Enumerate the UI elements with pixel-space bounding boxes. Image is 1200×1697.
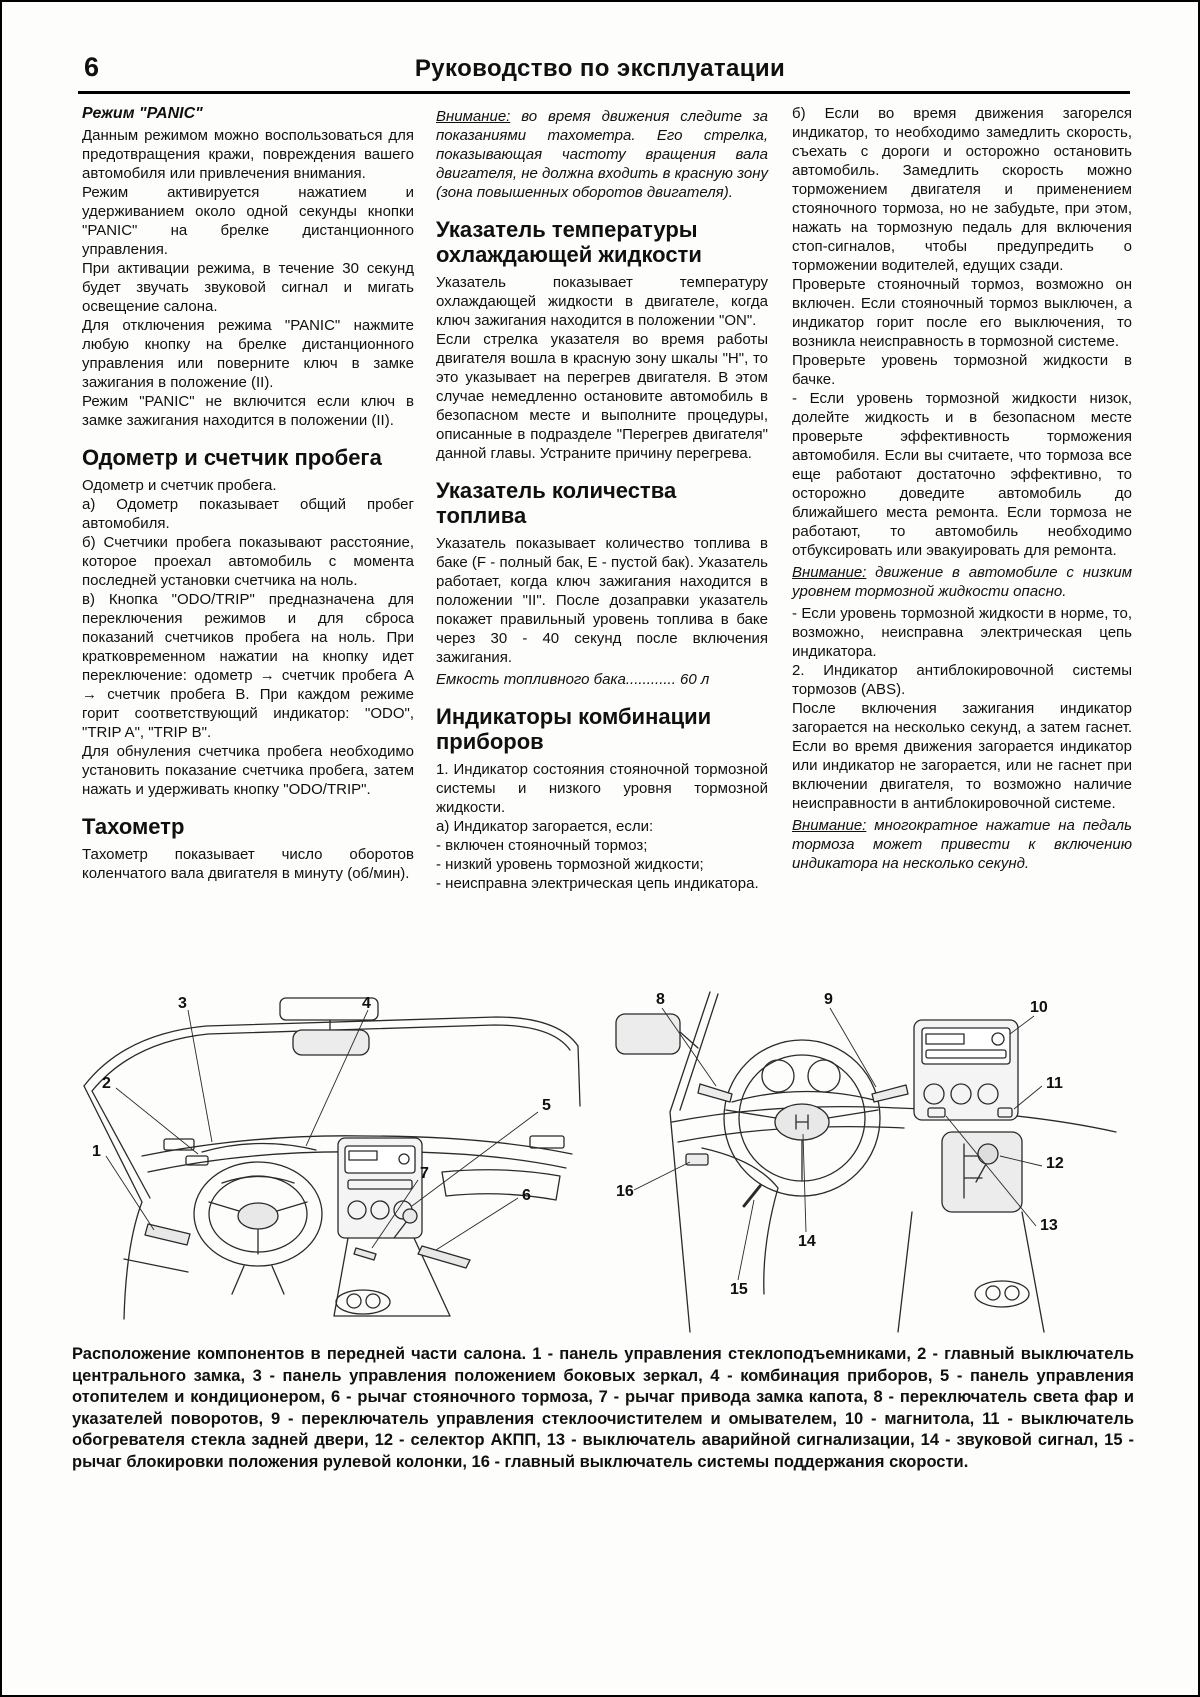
paragraph: - Если уровень тормозной жидкости низок, долейте жидкость и в безопасном месте проверьте эффективность торможения автомобиля. Если вы считаете, что тормоза все еще работают достаточно эффективно, то осторожно доведите автомобиль до ближайшего места ремонта. Если тормоза не работают, то автомобиль необходимо отбуксировать или эвакуировать для ремонта.	[792, 390, 1132, 559]
paragraph: Для отключения режима "PANIC" нажмите любую кнопку на брелке дистанционного управления или поверните ключ в замке зажигания в положение (II).	[82, 317, 414, 391]
paragraph: б) Счетчики пробега показывают расстояние, которое проехал автомобиль с момента последней установки счетчика на ноль.	[82, 534, 414, 589]
paragraph: б) Если во время движения загорелся индикатор, то необходимо замедлить скорость, съехать с дороги и осторожно остановить автомобиль. Замедлить скорость можно торможением двигателя и применением стояночного тормоза, но не забудьте, при этом, нажать на тормозную педаль для включения стоп-сигналов, чтобы предупредить о торможении водителей, едущих сзади.	[792, 105, 1132, 274]
figure-driver-area	[606, 984, 1146, 1336]
paragraph: Данным режимом можно воспользоваться для предотвращения кражи, повреждения вашего автомобиля или привлечения внимания.	[82, 127, 414, 182]
paragraph: Указатель показывает количество топлива в баке (F - полный бак, Е - пустой бак). Указатель работает, когда ключ зажигания находится в положении "II". После дозаправки указатель покажет правильный уровень топлива в баке через 30 - 40 секунд после включения зажигания.	[436, 535, 768, 666]
callout-11: 11	[1046, 1075, 1063, 1092]
paragraph: 2. Индикатор антиблокировочной системы тормозов (ABS).	[792, 662, 1132, 698]
callout-16: 16	[616, 1183, 634, 1200]
callout-2: 2	[102, 1075, 111, 1092]
paragraph: Одометр и счетчик пробега.	[82, 477, 277, 494]
attention-note	[792, 563, 1132, 601]
callout-5: 5	[542, 1097, 551, 1114]
driver-area-line-art	[616, 992, 1116, 1332]
paragraph: После включения зажигания индикатор загорается на несколько секунд, а затем гаснет. Если во время движения загорается индикатор или индикатор не загорается, или не гаснет при включении двигателя, то возможно наличие неисправности в антиблокировочной системе.	[792, 700, 1132, 812]
text-column-2	[436, 104, 768, 893]
page-title: Руководство по эксплуатации	[414, 55, 786, 82]
callout-9: 9	[824, 991, 833, 1008]
figure-left-callouts	[92, 995, 551, 1204]
heading-odometer: Одометр и счетчик пробега	[82, 445, 382, 470]
list-item: - низкий уровень тормозной жидкости;	[436, 856, 704, 873]
paragraph: Проверьте стояночный тормоз, возможно он включен. Если стояночный тормоз выключен, а индикатор горит после его выключения, то возникла неисправность в тормозной системе.	[792, 276, 1132, 350]
paragraph: Если стрелка указателя во время работы двигателя вошла в красную зону шкалы "H", то это указывает на перегрев двигателя. В этом случае немедленно остановите автомобиль в безопасном месте и выполните процедуры, описанные в подразделе "Перегрев двигателя" данной главы. Устраните причину перегрева.	[436, 331, 768, 462]
list-item: - включен стояночный тормоз;	[436, 837, 648, 854]
paragraph: Режим активируется нажатием и удерживанием около одной секунды кнопки "PANIC" на брелке дистанционного управления.	[82, 184, 414, 258]
callout-14: 14	[798, 1233, 816, 1250]
callout-3: 3	[178, 995, 187, 1012]
paragraph: Режим "PANIC" не включится если ключ в замке зажигания находится в положении (II).	[82, 393, 414, 429]
attention-text: во время движения следите за показаниями тахометра. Его стрелка, показывающая частоту вращения вала двигателя, не должна входить в красную зону (зона повышенных оборотов двигателя).	[436, 108, 768, 201]
driver-area-drawing	[606, 984, 1146, 1336]
paragraph: а) Индикатор загорается, если:	[436, 818, 654, 835]
attention-label: Внимание:	[436, 108, 511, 125]
fuel-tank-capacity: Емкость топливного бака............ 60 л	[436, 671, 710, 688]
heading-panic-mode: Режим "PANIC"	[82, 105, 203, 122]
callout-10: 10	[1030, 999, 1048, 1016]
attention-note	[792, 816, 1132, 873]
figures-row	[60, 984, 1146, 1336]
paragraph: 1. Индикатор состояния стояночной тормозной системы и низкого уровня тормозной жидкости.	[436, 761, 768, 816]
paragraph: а) Одометр показывает общий пробег автомобиля.	[82, 496, 414, 532]
callout-13: 13	[1040, 1217, 1058, 1234]
callout-1: 1	[92, 1143, 101, 1160]
paragraph: При активации режима, в течение 30 секунд будет звучать звуковой сигнал и мигать освещение салона.	[82, 260, 414, 315]
heading-coolant-temp-gauge: Указатель температуры охлаждающей жидкости	[436, 217, 702, 267]
heading-fuel-gauge: Указатель количества топлива	[436, 478, 677, 528]
figure-dashboard-overview	[60, 984, 600, 1336]
figure-caption: Расположение компонентов в передней части салона. 1 - панель управления стеклоподъемниками, 2 - главный выключатель центрального замка, 3 - панель управления положением боковых зеркал, 4 - комбинация приборов, 5 - панель управления отопителем и кондиционером, 6 - рычаг стояночного тормоза, 7 - рычаг привода замка капота, 8 - переключатель света фар и указателей поворотов, 9 - переключатель управления стеклоочистителем и омывателем, 10 - магнитола, 11 - выключатель обогревателя стекла задней двери, 12 - селектор АКПП, 13 - выключатель аварийной сигнализации, 14 - звуковой сигнал, 15 - рычаг блокировки положения рулевой колонки, 16 - главный выключатель системы поддержания скорости.	[72, 1345, 1134, 1471]
list-item: - неисправна электрическая цепь индикатора.	[436, 875, 759, 892]
callout-4: 4	[362, 995, 371, 1012]
callout-6: 6	[522, 1187, 531, 1204]
callout-8: 8	[656, 991, 665, 1008]
callout-7: 7	[420, 1165, 429, 1182]
dashboard-overview-line-art	[84, 998, 580, 1319]
paragraph: Для обнуления счетчика пробега необходимо установить показание счетчика пробега, затем нажать и удерживать кнопку "ODO/TRIP".	[82, 743, 414, 798]
page-number: 6	[84, 52, 100, 82]
paragraph: Проверьте уровень тормозной жидкости в бачке.	[792, 352, 1132, 388]
callout-12: 12	[1046, 1155, 1064, 1172]
attention-note	[436, 107, 768, 202]
text-column-3	[792, 104, 1132, 876]
dashboard-overview-drawing	[60, 984, 600, 1336]
attention-text: движение в автомобиле с низким уровнем тормозной жидкости опасно.	[792, 564, 1132, 600]
heading-tachometer: Тахометр	[82, 814, 185, 839]
paragraph: - Если уровень тормозной жидкости в норме, то, возможно, неисправна электрическая цепь индикатора.	[792, 605, 1132, 660]
text-column-1	[82, 104, 414, 883]
attention-label: Внимание:	[792, 817, 867, 834]
paragraph: Тахометр показывает число оборотов коленчатого вала двигателя в минуту (об/мин).	[82, 846, 414, 882]
heading-cluster-indicators: Индикаторы комбинации приборов	[436, 704, 712, 754]
paragraph: Указатель показывает температуру охлаждающей жидкости в двигателе, когда ключ зажигания находится в положении "ON".	[436, 274, 768, 329]
paragraph: в) Кнопка "ODO/TRIP" предназначена для переключения режимов и для сброса показаний счетчиков пробега на ноль. При кратковременном нажатии на кнопку идет переключение: одометр → счетчик пробега А → счетчик пробега В. При каждом режиме горит соответствующий индикатор: "ODO", "TRIP A", "TRIP B".	[82, 591, 414, 741]
attention-label: Внимание:	[792, 564, 867, 581]
callout-15: 15	[730, 1281, 748, 1298]
attention-text: многократное нажатие на педаль тормоза может привести к включению индикатора на несколько секунд.	[792, 817, 1132, 872]
header-rule	[78, 91, 1130, 94]
